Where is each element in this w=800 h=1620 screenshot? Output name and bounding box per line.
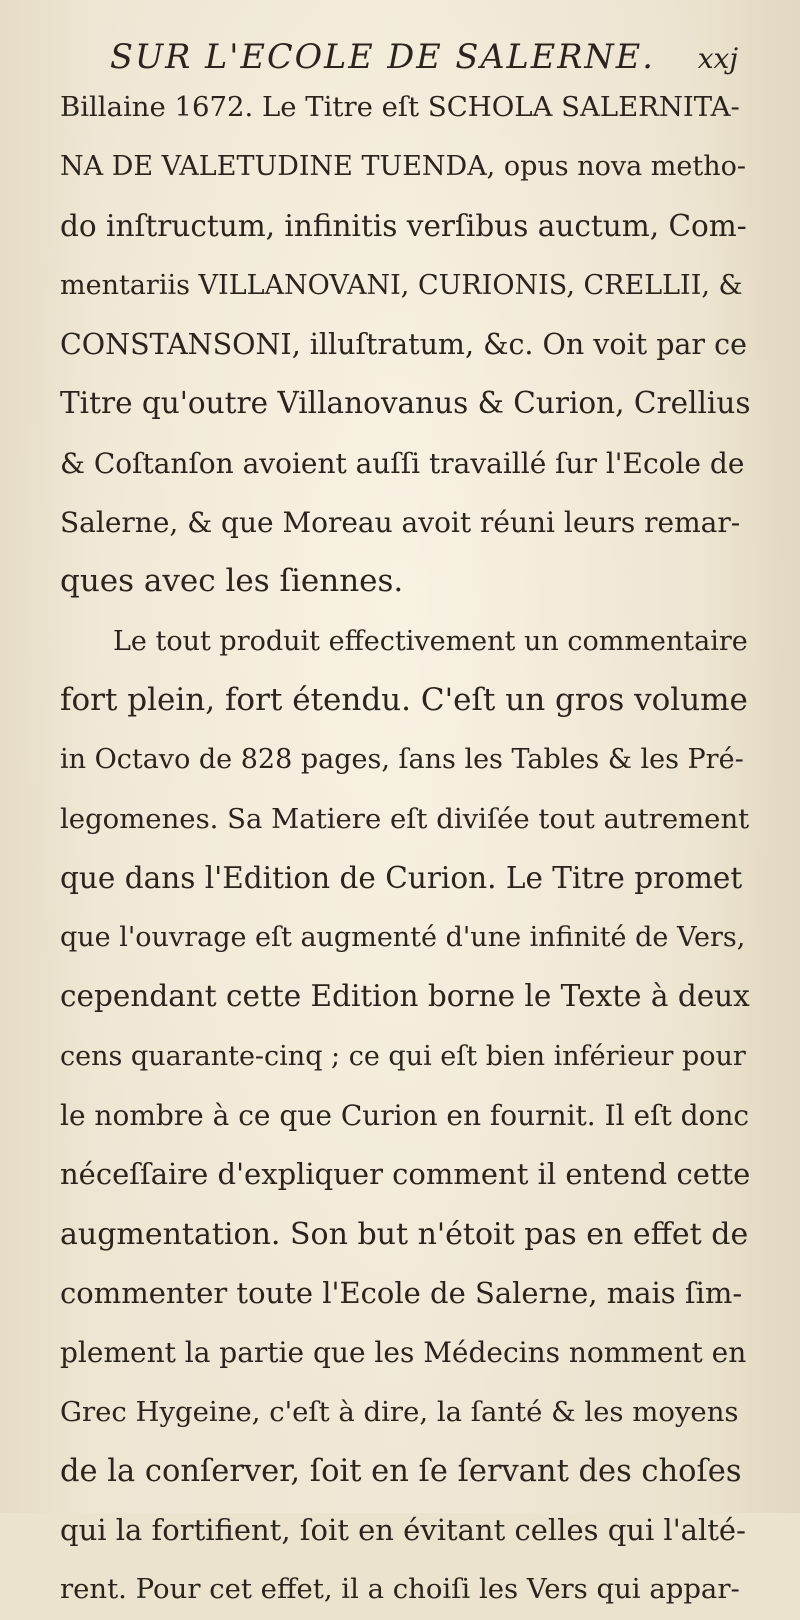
text-line: CONSTANSONI, illuſtratum, &c. On voit par ce [60,328,747,362]
text-line: qui la fortifient, ſoit en évitant celles qui l'alté- [60,1513,746,1548]
text-line: Salerne, & que Moreau avoit réuni leurs remar- [60,506,741,540]
text-line: que dans l'Edition de Curion. Le Titre promet [60,860,743,895]
text-line: in Octavo de 828 pages, ſans les Tables & les Pré- [60,744,744,776]
text-line: legomenes. Sa Matiere eſt diviſée tout autrement [60,802,750,835]
text-line: mentariis VILLANOVANI, CURIONIS, CRELLII, & [60,269,743,301]
page-number: xxj [697,42,738,75]
text-line: fort plein, fort étendu. C'eſt un gros volume [60,681,748,718]
text-line: que l'ouvrage eſt augmenté d'une infinité de Vers, [60,922,746,954]
running-title: SUR L'ECOLE DE SALERNE. [110,37,655,76]
text-line: plement la partie que les Médecins nomment en [60,1336,747,1370]
text-line: néceſſaire d'expliquer comment il entend cette [60,1157,750,1192]
text-line: augmentation. Son but n'étoit pas en effet de [60,1216,749,1252]
text-line: commenter toute l'Ecole de Salerne, mais ſim- [60,1275,743,1310]
paragraph-start-line: Le tout produit effectivement un commentaire [113,625,748,657]
text-line: NA DE VALETUDINE TUENDA, opus nova metho- [60,151,746,183]
text-line: Billaine 1672. Le Titre eſt SCHOLA SALERNITA- [60,91,740,123]
text-line: cependant cette Edition borne le Texte à deux [60,979,750,1014]
text-line: Titre qu'outre Villanovanus & Curion, Crellius [60,386,750,421]
text-line: le nombre à ce que Curion en fournit. Il eſt donc [60,1099,750,1133]
text-line: & Coſtanſon avoient auſſi travaillé ſur l'Ecole de [60,446,745,480]
text-line: Grec Hygeine, c'eſt à dire, la ſanté & les moyens [60,1395,739,1428]
text-line: do inſtructum, infinitis verſibus auctum, Com- [60,208,747,243]
body-text [60,78,750,1620]
running-header [110,32,750,82]
text-line: ques avec les ſiennes. [60,563,404,600]
text-line: rent. Pour cet effet, il a choiſi les Vers qui appar- [60,1573,740,1606]
text-line: cens quarante-cinq ; ce qui eſt bien inférieur pour [60,1040,746,1072]
text-line: de la conſerver, ſoit en ſe ſervant des choſes [60,1453,742,1489]
